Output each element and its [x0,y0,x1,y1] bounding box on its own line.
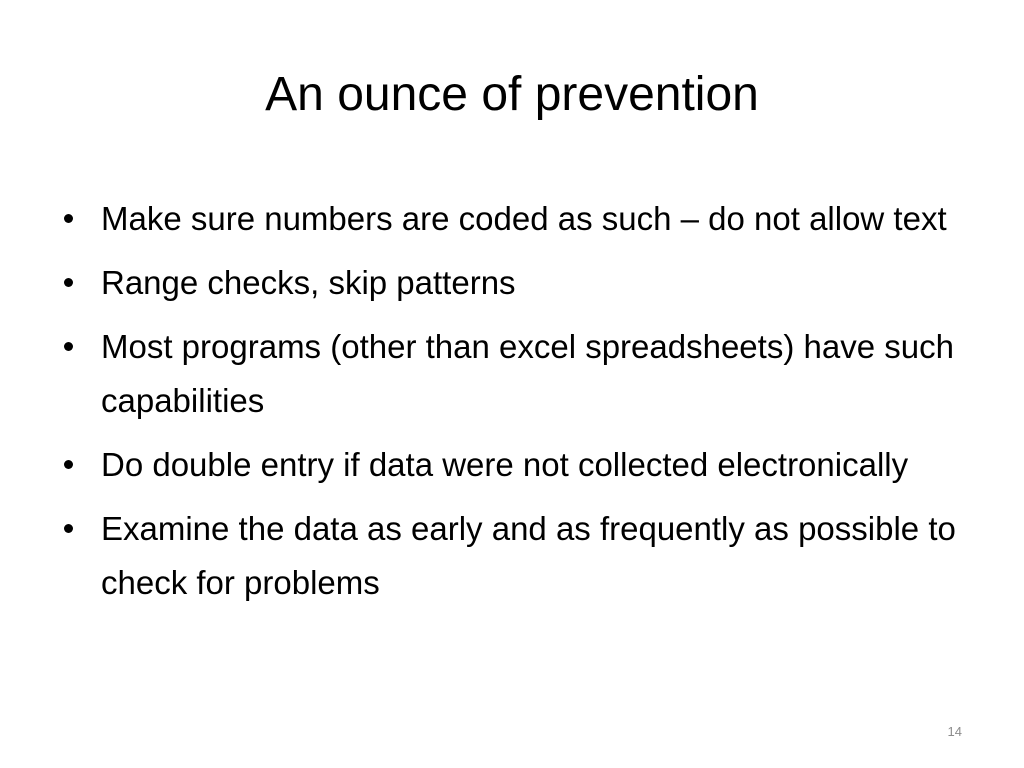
bullet-dot-icon [64,342,73,351]
bullet-text: Range checks, skip patterns [101,264,516,301]
bullet-item [60,320,980,428]
slide-title: An ounce of prevention [265,68,759,121]
bullet-list [60,192,980,620]
bullet-item [60,192,980,246]
bullet-dot-icon [64,278,73,287]
bullet-text: Most programs (other than excel spreadsheets) have such capabilities [101,328,954,419]
bullet-text: Make sure numbers are coded as such – do not allow text [101,200,947,237]
bullet-dot-icon [64,460,73,469]
bullet-text: Do double entry if data were not collected electronically [101,446,909,483]
slide-number: 14 [947,724,962,739]
bullet-item [60,502,980,610]
bullet-item [60,256,980,310]
bullet-text: Examine the data as early and as frequently as possible to check for problems [101,510,956,601]
bullet-dot-icon [64,524,73,533]
bullet-dot-icon [64,214,73,223]
bullet-item [60,438,980,492]
